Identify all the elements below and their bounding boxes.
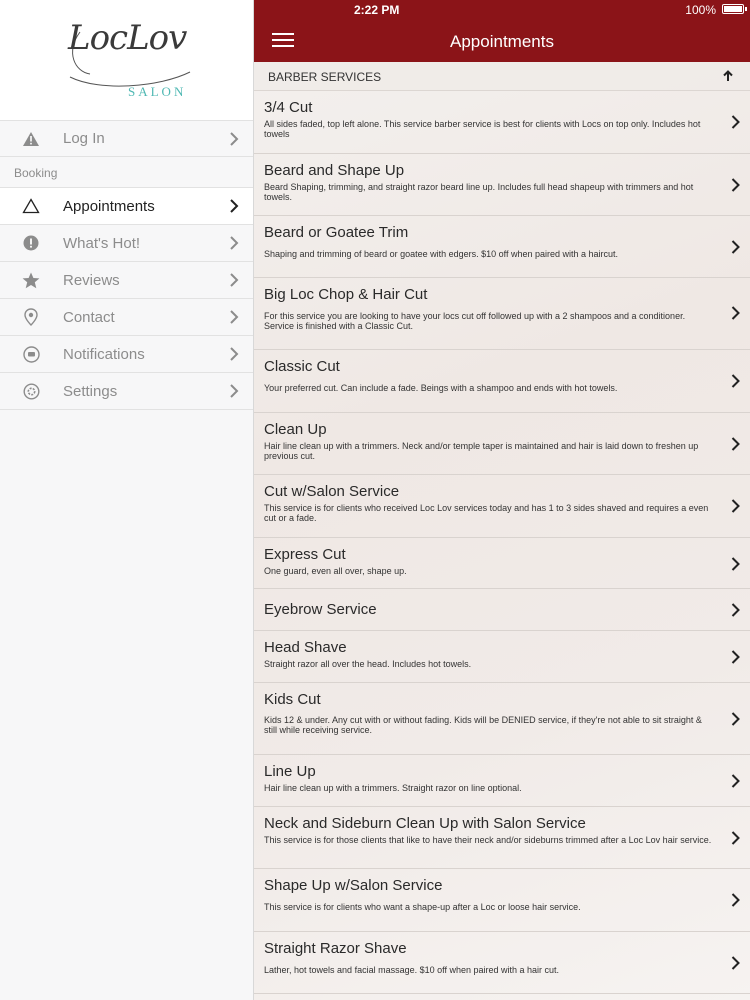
logo-sub-text: SALON — [128, 84, 187, 99]
service-description: One guard, even all over, shape up. — [264, 566, 407, 576]
sidebar-item-label: Settings — [63, 382, 118, 400]
chevron-right-icon — [731, 774, 740, 788]
chevron-right-icon — [731, 499, 740, 513]
chevron-right-icon — [731, 178, 740, 192]
service-row[interactable] — [254, 589, 750, 631]
navigation-bar — [254, 0, 750, 62]
service-title: Classic Cut — [264, 358, 340, 375]
chevron-right-icon — [229, 273, 239, 287]
service-description: For this service you are looking to have your locs cut off followed up with a 2 shampoos and a conditioner. Service is finished with a Classic Cut. — [264, 311, 686, 331]
service-title: Head Shave — [264, 639, 347, 656]
chevron-right-icon — [731, 956, 740, 970]
warning-icon — [22, 130, 40, 148]
service-row[interactable] — [254, 683, 750, 755]
service-row[interactable] — [254, 216, 750, 278]
service-title: Line Up — [264, 763, 316, 780]
main-panel — [254, 0, 750, 1000]
service-title: Eyebrow Service — [264, 601, 377, 618]
service-row[interactable] — [254, 538, 750, 589]
service-title: Express Cut — [264, 546, 346, 563]
service-description: Shaping and trimming of beard or goatee with edgers. $10 off when paired with a haircut. — [264, 249, 619, 259]
service-row[interactable] — [254, 869, 750, 932]
service-row[interactable] — [254, 631, 750, 683]
service-row[interactable] — [254, 475, 750, 538]
chevron-right-icon — [229, 236, 239, 250]
status-time: 2:22 PM — [354, 3, 400, 17]
service-row[interactable] — [254, 755, 750, 807]
chevron-right-icon — [229, 132, 239, 146]
service-description: Beard Shaping, trimming, and straight razor beard line up. Includes full head shapeup with trimmers and hot towels. — [264, 182, 694, 202]
chevron-right-icon — [731, 115, 740, 129]
service-title: Neck and Sideburn Clean Up with Salon Service — [264, 815, 586, 832]
service-title: Beard or Goatee Trim — [264, 224, 409, 241]
service-title: Big Loc Chop & Hair Cut — [264, 286, 428, 303]
chevron-right-icon — [229, 199, 239, 213]
sidebar — [0, 0, 254, 1000]
salon-logo — [0, 0, 253, 120]
service-title: Cut w/Salon Service — [264, 483, 400, 500]
service-description: All sides faded, top left alone. This service barber service is best for clients with Locs on top only. Includes hot towels — [264, 119, 701, 139]
arrow-up-icon — [722, 70, 734, 82]
chevron-right-icon — [731, 374, 740, 388]
triangle-icon — [22, 197, 40, 215]
service-description: Lather, hot towels and facial massage. $10 off when paired with a hair cut. — [264, 965, 560, 975]
service-row[interactable] — [254, 413, 750, 475]
gear-icon — [22, 382, 40, 400]
page-title: Appointments — [450, 32, 554, 51]
service-description: Kids 12 & under. Any cut with or without fading. Kids will be DENIED service, if they're not able to sit straight & still while receiving service. — [264, 715, 702, 735]
sidebar-section-label: Booking — [14, 166, 58, 180]
service-description: Your preferred cut. Can include a fade. Beings with a shampoo and ends with hot towels. — [264, 383, 618, 393]
service-description: This service is for those clients that like to have their neck and/or sideburns trimmed after a Loc Lov hair service. — [264, 835, 712, 845]
service-row[interactable] — [254, 154, 750, 216]
chevron-right-icon — [731, 306, 740, 320]
service-title: Kids Cut — [264, 691, 321, 708]
location-pin-icon — [22, 308, 40, 326]
sidebar-item-appointments[interactable] — [0, 187, 253, 224]
sidebar-section-booking — [0, 156, 253, 187]
exclamation-icon — [22, 234, 40, 252]
service-description: Straight razor all over the head. Includes hot towels. — [264, 659, 472, 669]
service-row[interactable] — [254, 932, 750, 994]
chevron-right-icon — [731, 437, 740, 451]
section-header-label: BARBER SERVICES — [268, 70, 382, 84]
service-description: This service is for clients who want a shape-up after a Loc or loose hair service. — [264, 902, 581, 912]
chevron-right-icon — [731, 650, 740, 664]
chevron-right-icon — [731, 603, 740, 617]
sidebar-item-label: Appointments — [63, 197, 155, 215]
service-row[interactable] — [254, 807, 750, 869]
sidebar-item-contact[interactable] — [0, 298, 253, 335]
chat-bubble-icon — [22, 345, 40, 363]
section-header-barber-services[interactable] — [254, 62, 750, 91]
star-icon — [22, 271, 40, 289]
chevron-right-icon — [229, 384, 239, 398]
sidebar-item-label: Log In — [63, 130, 105, 147]
service-row[interactable] — [254, 91, 750, 154]
battery-percentage: 100% — [685, 3, 716, 17]
service-title: Beard and Shape Up — [264, 162, 405, 179]
service-title: Straight Razor Shave — [264, 940, 407, 957]
service-description: Hair line clean up with a trimmers. Neck and/or temple taper is maintained and hair is laid down to freshen up previous cut. — [264, 441, 699, 461]
service-row[interactable] — [254, 350, 750, 413]
sidebar-item-settings[interactable] — [0, 372, 253, 410]
sidebar-item-label: What's Hot! — [63, 234, 141, 252]
chevron-right-icon — [731, 831, 740, 845]
service-row[interactable] — [254, 278, 750, 350]
sidebar-item-whats-hot[interactable] — [0, 224, 253, 261]
sidebar-item-reviews[interactable] — [0, 261, 253, 298]
service-title: 3/4 Cut — [264, 99, 313, 116]
services-list — [254, 91, 750, 994]
sidebar-item-label: Reviews — [63, 271, 120, 289]
chevron-right-icon — [731, 712, 740, 726]
sidebar-item-label: Contact — [63, 308, 115, 326]
service-description: This service is for clients who received Loc Lov services today and has 1 to 3 sides shaved and requires a even cut or a fade. — [264, 503, 709, 523]
battery-icon — [722, 4, 744, 14]
sidebar-item-login[interactable] — [0, 120, 253, 156]
chevron-right-icon — [229, 347, 239, 361]
battery-nub — [745, 7, 747, 11]
sidebar-item-label: Notifications — [63, 345, 145, 363]
logo-script-text: LocLov — [68, 18, 187, 58]
chevron-right-icon — [731, 240, 740, 254]
sidebar-item-notifications[interactable] — [0, 335, 253, 372]
chevron-right-icon — [731, 893, 740, 907]
service-description: Hair line clean up with a trimmers. Straight razor on line optional. — [264, 783, 522, 793]
service-title: Shape Up w/Salon Service — [264, 877, 443, 894]
chevron-right-icon — [731, 557, 740, 571]
service-title: Clean Up — [264, 421, 327, 438]
chevron-right-icon — [229, 310, 239, 324]
